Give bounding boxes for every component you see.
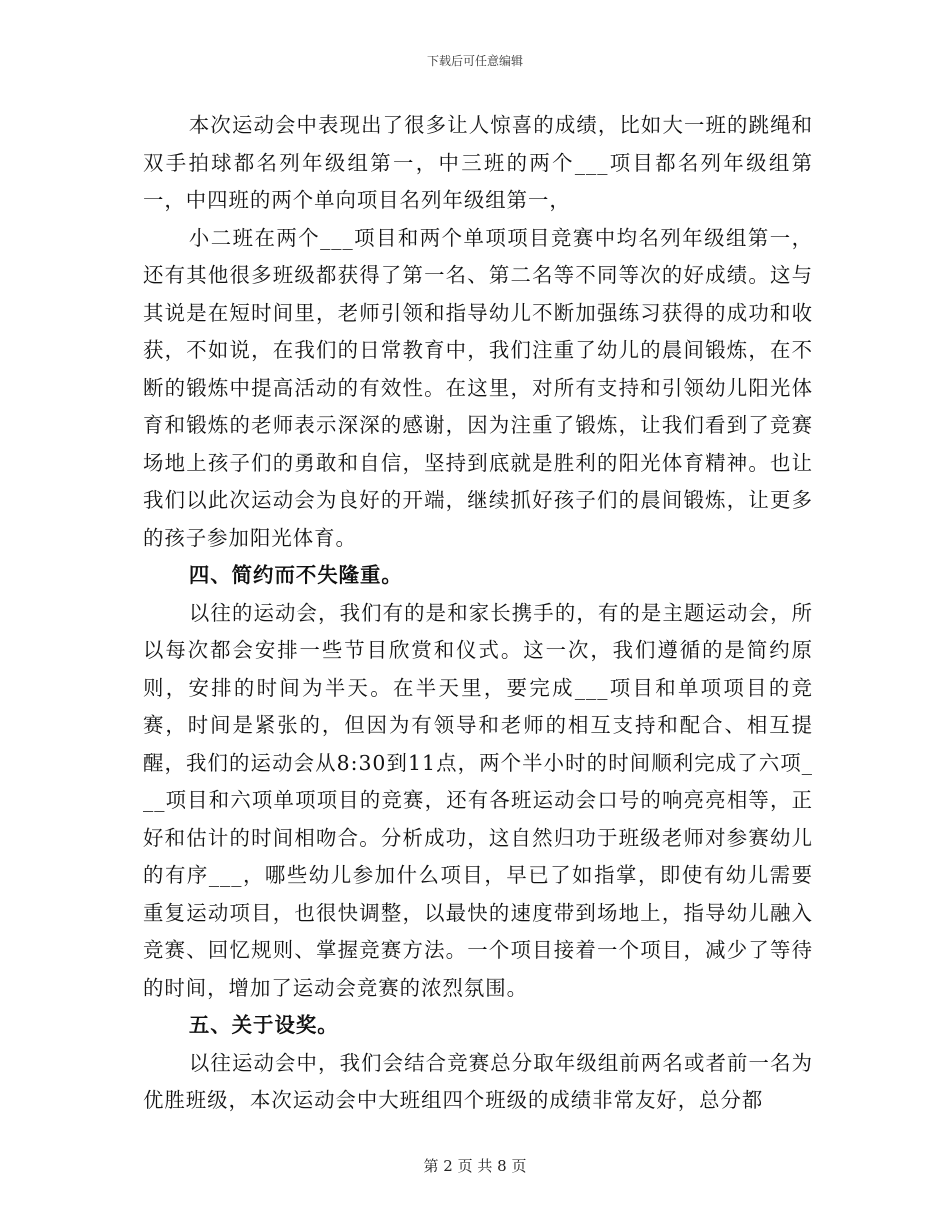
page-header: 下载后可任意编辑 <box>426 54 523 68</box>
page-number: 第 2 页 共 8 页 <box>423 1157 527 1175</box>
section-heading-5: 五、关于设奖。 <box>188 1013 339 1037</box>
document-body <box>143 107 813 1120</box>
paragraph-3: 以往的运动会，我们有的是和家长携手的，有的是主题运动会，所以每次都会安排一些节目欣赏和仪式。这一次，我们遵循的是简约原则，安排的时间为半天。在半天里，要完成___项目和单项项目的竞赛，时间是紧张的，但因为有领导和老师的相互支持和配合、相互提醒，我们的运动会从8:30到11点，两个半小时的时间顺利完成了六项___项目和六项单项项目的竞赛，还有各班运动会口号的响亮亮相等，正好和估计的时间相吻合。分析成功，这自然归功于班级老师对参赛幼儿的有序___，哪些幼儿参加什么项目，早已了如指掌，即使有幼儿需要重复运动项目，也很快调整，以最快的速度带到场地上，指导幼儿融入竞赛、回忆规则、掌握竞赛方法。一个项目接着一个项目，减少了等待的时间，增加了运动会竞赛的浓烈氛围。 <box>143 600 813 1000</box>
paragraph-2: 小二班在两个___项目和两个单项项目竞赛中均名列年级组第一，还有其他很多班级都获得了第一名、第二名等不同等次的好成绩。这与其说是在短时间里，老师引领和指导幼儿不断加强练习获得的成功和收获，不如说，在我们的日常教育中，我们注重了幼儿的晨间锻炼，在不断的锻炼中提高活动的有效性。在这里，对所有支持和引领幼儿阳光体育和锻炼的老师表示深深的感谢，因为注重了锻炼，让我们看到了竞赛场地上孩子们的勇敢和自信，坚持到底就是胜利的阳光体育精神。也让我们以此次运动会为良好的开端，继续抓好孩子们的晨间锻炼，让更多的孩子参加阳光体育。 <box>143 225 813 550</box>
paragraph-4: 以往运动会中，我们会结合竞赛总分取年级组前两名或者前一名为优胜班级，本次运动会中大班组四个班级的成绩非常友好，总分都 <box>143 1050 813 1112</box>
section-heading-4: 四、简约而不失隆重。 <box>188 563 403 587</box>
paragraph-1: 本次运动会中表现出了很多让人惊喜的成绩，比如大一班的跳绳和双手拍球都名列年级组第一，中三班的两个___项目都名列年级组第一，中四班的两个单向项目名列年级组第一， <box>143 113 813 212</box>
